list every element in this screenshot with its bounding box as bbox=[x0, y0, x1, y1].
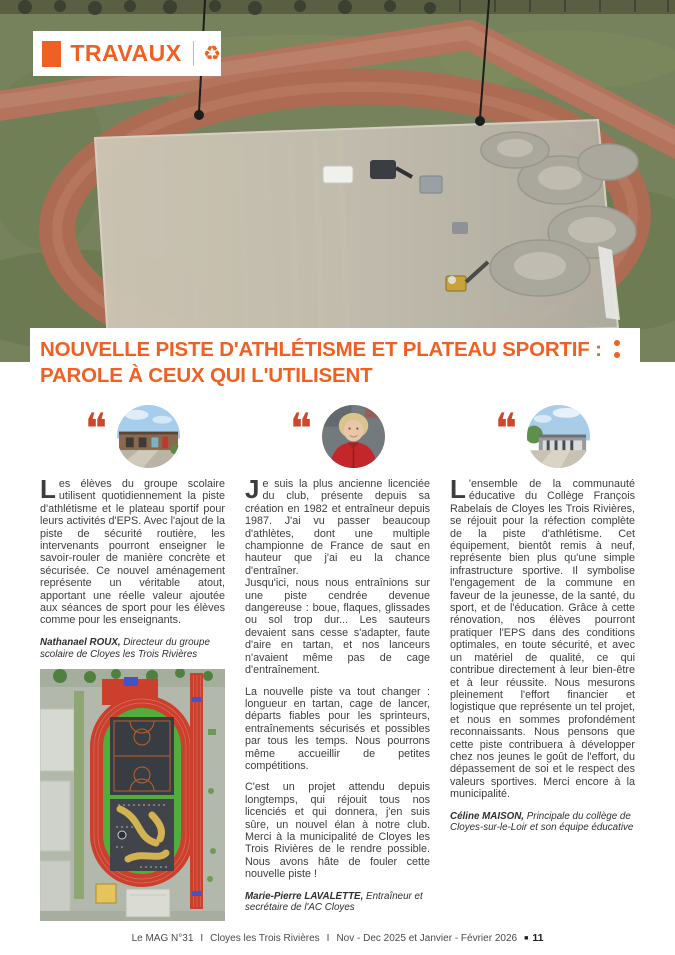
decorative-dot bbox=[614, 340, 620, 346]
author-role: Principale du collège de Cloyes-sur-le-Loir et son équipe éducative bbox=[450, 810, 634, 834]
page-number: 11 bbox=[532, 932, 544, 944]
article-title-line1: NOUVELLE PISTE D'ATHLÉTISME ET PLATEAU SPORTIF : bbox=[40, 338, 602, 361]
quote-column-principal bbox=[450, 405, 635, 834]
college-building-photo bbox=[527, 405, 590, 468]
footer-separator: I bbox=[326, 933, 330, 944]
column-body bbox=[40, 474, 225, 627]
page-footer bbox=[0, 932, 675, 944]
quote-column-coach bbox=[245, 405, 430, 914]
footer-square-marker: ■ bbox=[524, 935, 529, 942]
quote-icon: ❝ bbox=[289, 404, 313, 453]
coach-portrait-photo bbox=[322, 405, 385, 468]
footer-magazine: Le MAG N°31 bbox=[131, 933, 194, 944]
section-label: TRAVAUX bbox=[70, 40, 182, 66]
author-name: Marie-Pierre LAVALETTE, bbox=[245, 890, 364, 902]
column-head bbox=[245, 405, 430, 478]
quote-icon: ❝ bbox=[494, 404, 518, 453]
paragraph-text: 'ensemble de la communauté éducative du Collège François Rabelais de Cloyes les Trois Rivières, se réjouit pour la réfection complète de la piste d'athlétisme. Cet équipement, bientôt remis à neuf, représente bien plus qu'une simple infrastructure sportive. Il symbolise l'engagement de la commune en faveur de la jeunesse, de la santé, du sport, et de l'éducation. Grâce à cette rénovation, nos élèves pourront pratiquer l'EPS dans des conditions optimales, en toute sécurité, et avec un matériel de qualité, ce qui contribue directement à leur bien-être et à leur réussite. Nous mesurons pleinement l'effort financier et logistique que représente un tel projet, et nous en sommes profondément reconnaissants. Nous pensons que cette piste contribuera à développer chez nos jeunes le goût de l'effort, du dépassement de soi et le respect des valeurs sportives. Merci encore à la municipalité. bbox=[450, 478, 635, 801]
dropcap: L bbox=[40, 474, 56, 504]
paragraph bbox=[245, 474, 430, 577]
badge-divider bbox=[193, 41, 194, 66]
quote-attribution bbox=[40, 637, 225, 661]
author-role: Entraîneur et secrétaire de l'AC Cloyes bbox=[245, 890, 423, 914]
paragraph-text: es élèves du groupe scolaire utilisent quotidiennement la piste d'athlétisme et le plateau sportif pour leurs activités d'EPS. Avec l'ajout de la piste de sécurité routière, les intervenants pourront enseigner le savoir-rouler de manière concrète et sécurisée. Ce nouvel aménagement représente un véritable atout, apportant une réelle valeur ajoutée aux séances de sport pour les élèves comme pour les enseignants. bbox=[40, 478, 225, 627]
decorative-dot bbox=[614, 352, 620, 358]
quote-attribution bbox=[245, 891, 430, 915]
author-role: Directeur du groupe scolaire de Cloyes les Trois Rivières bbox=[40, 636, 210, 660]
article-title bbox=[40, 337, 640, 388]
quote-attribution bbox=[450, 811, 635, 835]
paragraph bbox=[40, 474, 225, 627]
author-name: Céline MAISON, bbox=[450, 810, 525, 822]
dropcap: L bbox=[450, 474, 466, 504]
paragraph: C'est un projet attendu depuis longtemps, qui réjouit tous nos licenciés et qui donnera, j'en suis sûre, un nouvel élan à notre club. Merci à la municipalité de Cloyes les Trois Rivières de le rendre possible. Nous avons hâte de fouler cette nouvelle piste ! bbox=[245, 781, 430, 881]
article-title-line2: PAROLE À CEUX QUI L'UTILISENT bbox=[40, 363, 373, 387]
footer-separator: I bbox=[200, 933, 204, 944]
paragraph: Jusqu'ici, nous nous entraînions sur une piste cendrée devenue dangereuse : boue, flaques, glissades ou sol trop dur... Les sauteurs devaient sans cesse s'adapter, faute d'aire en tartan, et nos lanceurs n'avaient même pas de cage d'entraînement. bbox=[245, 577, 430, 677]
school-building-photo bbox=[117, 405, 180, 468]
column-head bbox=[40, 405, 225, 478]
paragraph bbox=[450, 474, 635, 801]
column-body bbox=[450, 474, 635, 801]
article-title-band bbox=[30, 328, 640, 398]
paragraph-text: e suis la plus ancienne licenciée du club, présente depuis sa création en 1982 et entraîneur depuis 1987. J'ai vu passer beaucoup d'athlètes, dont une multiple championne de France de saut en hauteur que j'ai eu la chance d'entraîner. bbox=[245, 478, 430, 577]
site-plan-map bbox=[40, 669, 225, 921]
dropcap: J bbox=[245, 474, 260, 504]
column-body bbox=[245, 474, 430, 881]
quote-icon: ❝ bbox=[84, 404, 108, 453]
column-head bbox=[450, 405, 635, 478]
quote-column-school-director bbox=[40, 405, 225, 921]
footer-dates: Nov - Dec 2025 et Janvier - Février 2026 bbox=[336, 933, 518, 944]
section-badge bbox=[33, 31, 221, 76]
recycle-icon: ♻ bbox=[203, 42, 221, 65]
paragraph: La nouvelle piste va tout changer : longueur en tartan, cage de lancer, départs fiables pour les sprinteurs, entraînements sécurisés et possibles par tous les temps. Nous pourrons même accueillir de petites compétitions. bbox=[245, 685, 430, 772]
footer-city: Cloyes les Trois Rivières bbox=[210, 933, 320, 944]
orange-square-icon bbox=[42, 41, 61, 67]
author-name: Nathanael ROUX, bbox=[40, 636, 121, 648]
